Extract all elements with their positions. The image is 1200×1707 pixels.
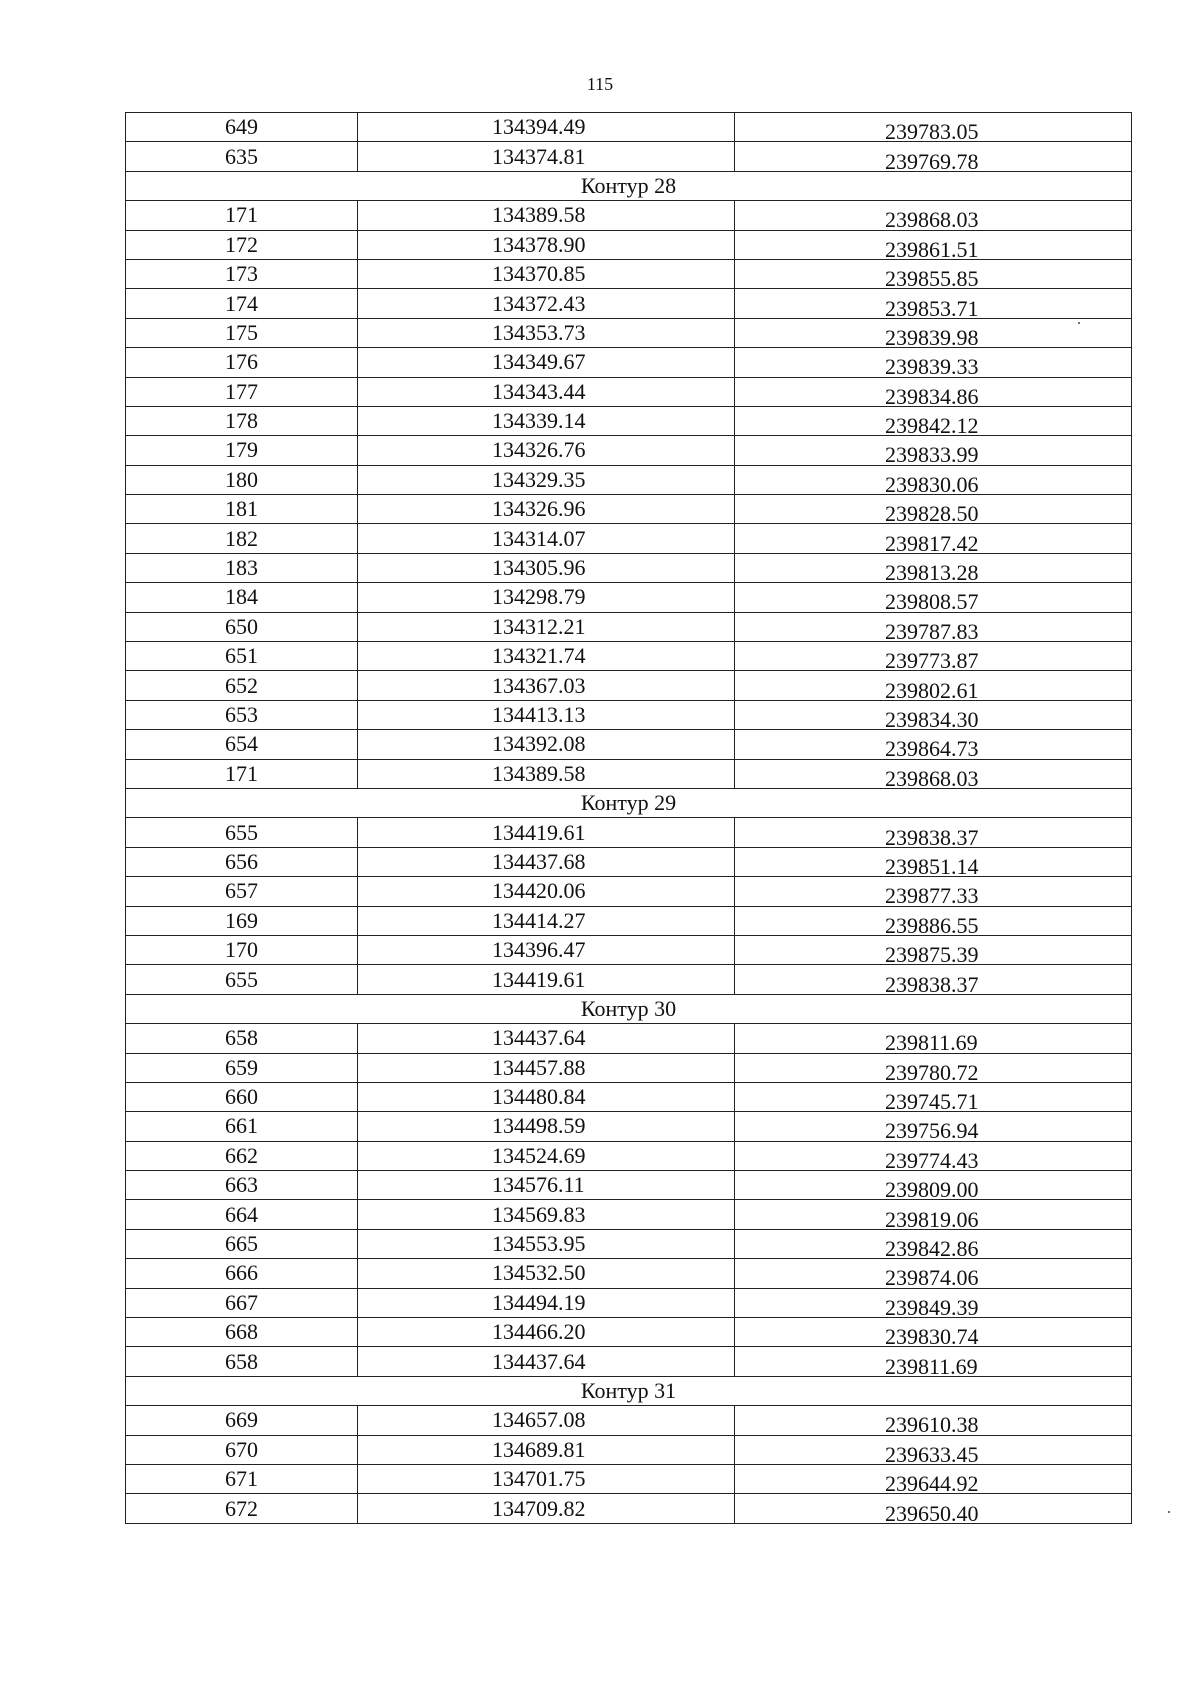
- y-coordinate-cell: [735, 406, 1132, 439]
- y-coordinate: 239838.37: [885, 971, 979, 997]
- point-number: 172: [126, 230, 358, 259]
- x-coordinate: 134657.08: [358, 1406, 735, 1435]
- y-coordinate-cell: [735, 1406, 1132, 1438]
- point-number: 174: [126, 289, 358, 318]
- y-coordinate-cell: [735, 965, 1132, 997]
- table-row: [126, 1229, 1132, 1258]
- contour-header-row: [126, 788, 1132, 817]
- y-coordinate: 239774.43: [885, 1147, 979, 1173]
- y-coordinate-cell: [735, 1171, 1132, 1203]
- point-number: 659: [126, 1053, 358, 1082]
- point-number: 669: [126, 1406, 358, 1435]
- contour-header-row: [126, 1376, 1132, 1405]
- y-coordinate-cell: [735, 612, 1132, 644]
- y-coordinate: 239650.40: [885, 1500, 979, 1526]
- table-row: [126, 406, 1132, 435]
- y-coordinate-cell: [735, 230, 1132, 262]
- y-coordinate: 239875.39: [885, 942, 979, 968]
- y-coordinate: 239610.38: [885, 1412, 979, 1438]
- y-coordinate-cell: [735, 730, 1132, 762]
- y-coordinate: 239830.74: [885, 1324, 979, 1350]
- table-row: [126, 1112, 1132, 1141]
- table-row: [126, 583, 1132, 612]
- table-row: [126, 1200, 1132, 1229]
- y-coordinate: 239773.87: [885, 648, 979, 674]
- point-number: 171: [126, 759, 358, 788]
- y-coordinate-cell: [735, 113, 1132, 145]
- point-number: 651: [126, 642, 358, 671]
- page-number: 115: [586, 74, 614, 94]
- x-coordinate: 134457.88: [358, 1053, 735, 1082]
- point-number: 184: [126, 583, 358, 612]
- x-coordinate: 134394.49: [358, 113, 735, 142]
- table-row: [126, 465, 1132, 494]
- y-coordinate-cell: [735, 1435, 1132, 1467]
- y-coordinate: 239861.51: [885, 236, 979, 262]
- point-number: 169: [126, 906, 358, 935]
- x-coordinate: 134389.58: [358, 201, 735, 230]
- point-number: 656: [126, 847, 358, 876]
- y-coordinate: 239874.06: [885, 1265, 979, 1291]
- x-coordinate: 134349.67: [358, 348, 735, 377]
- point-number: 649: [126, 113, 358, 142]
- contour-label: Контур 30: [126, 994, 1132, 1023]
- y-coordinate: 239834.86: [885, 383, 979, 409]
- point-number: 663: [126, 1171, 358, 1200]
- table-row: [126, 642, 1132, 671]
- contour-label: Контур 29: [126, 788, 1132, 817]
- x-coordinate: 134709.82: [358, 1494, 735, 1523]
- y-coordinate-cell: [735, 1318, 1132, 1350]
- table-row: [126, 877, 1132, 906]
- table-row: [126, 730, 1132, 759]
- y-coordinate: 239886.55: [885, 912, 979, 938]
- table-row: [126, 671, 1132, 700]
- point-number: 635: [126, 142, 358, 171]
- table-row: [126, 1259, 1132, 1288]
- table-row: [126, 348, 1132, 377]
- y-coordinate-cell: [735, 524, 1132, 556]
- contour-header-row: [126, 994, 1132, 1023]
- y-coordinate-cell: [735, 289, 1132, 321]
- contour-label: Контур 31: [126, 1376, 1132, 1405]
- x-coordinate: 134553.95: [358, 1229, 735, 1258]
- x-coordinate: 134576.11: [358, 1171, 735, 1200]
- x-coordinate: 134569.83: [358, 1200, 735, 1229]
- x-coordinate: 134420.06: [358, 877, 735, 906]
- x-coordinate: 134419.61: [358, 818, 735, 847]
- point-number: 650: [126, 612, 358, 641]
- y-coordinate-cell: [735, 142, 1132, 174]
- point-number: 672: [126, 1494, 358, 1523]
- y-coordinate: 239787.83: [885, 618, 979, 644]
- point-number: 170: [126, 935, 358, 964]
- y-coordinate: 239830.06: [885, 471, 979, 497]
- y-coordinate-cell: [735, 1288, 1132, 1320]
- point-number: 171: [126, 201, 358, 230]
- y-coordinate: 239839.33: [885, 354, 979, 380]
- y-coordinate-cell: [735, 1141, 1132, 1173]
- table-row: [126, 377, 1132, 406]
- y-coordinate: 239809.00: [885, 1177, 979, 1203]
- point-number: 652: [126, 671, 358, 700]
- y-coordinate-cell: [735, 201, 1132, 233]
- point-number: 175: [126, 318, 358, 347]
- coordinates-table: [125, 112, 1132, 1524]
- y-coordinate: 239745.71: [885, 1089, 979, 1115]
- point-number: 183: [126, 553, 358, 582]
- y-coordinate: 239819.06: [885, 1206, 979, 1232]
- point-number: 176: [126, 348, 358, 377]
- x-coordinate: 134414.27: [358, 906, 735, 935]
- table-row: [126, 1435, 1132, 1464]
- y-coordinate: 239839.98: [885, 324, 979, 350]
- x-coordinate: 134498.59: [358, 1112, 735, 1141]
- y-coordinate-cell: [735, 1024, 1132, 1056]
- y-coordinate-cell: [735, 877, 1132, 909]
- contour-header-row: [126, 171, 1132, 200]
- x-coordinate: 134314.07: [358, 524, 735, 553]
- y-coordinate: 239644.92: [885, 1471, 979, 1497]
- x-coordinate: 134339.14: [358, 406, 735, 435]
- y-coordinate: 239868.03: [885, 207, 979, 233]
- point-number: 667: [126, 1288, 358, 1317]
- point-number: 655: [126, 965, 358, 994]
- y-coordinate: 239842.86: [885, 1236, 979, 1262]
- point-number: 173: [126, 259, 358, 288]
- x-coordinate: 134374.81: [358, 142, 735, 171]
- point-number: 671: [126, 1464, 358, 1493]
- y-coordinate-cell: [735, 465, 1132, 497]
- point-number: 666: [126, 1259, 358, 1288]
- y-coordinate: 239780.72: [885, 1059, 979, 1085]
- scan-speck: [1078, 322, 1080, 324]
- y-coordinate-cell: [735, 436, 1132, 468]
- table-row: [126, 1024, 1132, 1053]
- point-number: 657: [126, 877, 358, 906]
- table-row: [126, 1406, 1132, 1435]
- x-coordinate: 134367.03: [358, 671, 735, 700]
- y-coordinate-cell: [735, 1464, 1132, 1497]
- table-row: [126, 1494, 1132, 1523]
- y-coordinate: 239756.94: [885, 1118, 979, 1144]
- x-coordinate: 134419.61: [358, 965, 735, 994]
- y-coordinate-cell: [735, 348, 1132, 380]
- table-row: [126, 230, 1132, 259]
- y-coordinate-cell: [735, 1200, 1132, 1232]
- y-coordinate-cell: [735, 1347, 1132, 1379]
- x-coordinate: 134326.76: [358, 436, 735, 465]
- y-coordinate: 239864.73: [885, 736, 979, 762]
- y-coordinate: 239817.42: [885, 530, 979, 556]
- table-row: [126, 495, 1132, 524]
- x-coordinate: 134353.73: [358, 318, 735, 347]
- x-coordinate: 134437.68: [358, 847, 735, 876]
- y-coordinate-cell: [735, 1229, 1132, 1262]
- y-coordinate: 239808.57: [885, 589, 979, 615]
- x-coordinate: 134437.64: [358, 1347, 735, 1376]
- point-number: 670: [126, 1435, 358, 1464]
- x-coordinate: 134343.44: [358, 377, 735, 406]
- x-coordinate: 134524.69: [358, 1141, 735, 1170]
- y-coordinate: 239855.85: [885, 266, 979, 292]
- contour-label: Контур 28: [126, 171, 1132, 200]
- x-coordinate: 134480.84: [358, 1082, 735, 1111]
- y-coordinate-cell: [735, 1494, 1132, 1526]
- y-coordinate-cell: [735, 1259, 1132, 1291]
- y-coordinate-cell: [735, 642, 1132, 674]
- point-number: 658: [126, 1024, 358, 1053]
- x-coordinate: 134413.13: [358, 700, 735, 729]
- point-number: 177: [126, 377, 358, 406]
- point-number: 668: [126, 1318, 358, 1347]
- point-number: 661: [126, 1112, 358, 1141]
- x-coordinate: 134298.79: [358, 583, 735, 612]
- table-row: [126, 759, 1132, 788]
- table-row: [126, 906, 1132, 935]
- y-coordinate: 239834.30: [885, 707, 979, 732]
- x-coordinate: 134466.20: [358, 1318, 735, 1347]
- y-coordinate: 239842.12: [885, 413, 979, 439]
- point-number: 655: [126, 818, 358, 847]
- table-row: [126, 1464, 1132, 1493]
- table-row: [126, 1347, 1132, 1376]
- y-coordinate-cell: [735, 759, 1132, 791]
- x-coordinate: 134370.85: [358, 259, 735, 288]
- table-row: [126, 818, 1132, 847]
- y-coordinate-cell: [735, 318, 1132, 350]
- coordinates-table-body: [126, 113, 1132, 1524]
- point-number: 664: [126, 1200, 358, 1229]
- table-row: [126, 1288, 1132, 1317]
- point-number: 178: [126, 406, 358, 435]
- y-coordinate-cell: [735, 259, 1132, 292]
- table-row: [126, 318, 1132, 347]
- x-coordinate: 134532.50: [358, 1259, 735, 1288]
- y-coordinate: 239783.05: [885, 119, 979, 145]
- x-coordinate: 134378.90: [358, 230, 735, 259]
- point-number: 662: [126, 1141, 358, 1170]
- table-row: [126, 965, 1132, 994]
- point-number: 665: [126, 1229, 358, 1258]
- y-coordinate-cell: [735, 1053, 1132, 1085]
- point-number: 179: [126, 436, 358, 465]
- y-coordinate-cell: [735, 1082, 1132, 1115]
- table-row: [126, 1141, 1132, 1170]
- y-coordinate: 239851.14: [885, 853, 979, 879]
- y-coordinate-cell: [735, 847, 1132, 879]
- point-number: 658: [126, 1347, 358, 1376]
- y-coordinate: 239813.28: [885, 560, 979, 586]
- x-coordinate: 134312.21: [358, 612, 735, 641]
- y-coordinate-cell: [735, 906, 1132, 938]
- table-row: [126, 201, 1132, 230]
- y-coordinate-cell: [735, 935, 1132, 968]
- y-coordinate-cell: [735, 1112, 1132, 1144]
- table-row: [126, 289, 1132, 318]
- table-row: [126, 1171, 1132, 1200]
- scan-speck: [1168, 1511, 1170, 1513]
- table-row: [126, 436, 1132, 465]
- y-coordinate: 239811.69: [885, 1353, 978, 1379]
- y-coordinate-cell: [735, 818, 1132, 850]
- x-coordinate: 134392.08: [358, 730, 735, 759]
- table-row: [126, 553, 1132, 582]
- table-row: [126, 1318, 1132, 1347]
- table-row: [126, 935, 1132, 964]
- table-row: [126, 612, 1132, 641]
- y-coordinate: 239633.45: [885, 1441, 979, 1467]
- x-coordinate: 134689.81: [358, 1435, 735, 1464]
- x-coordinate: 134321.74: [358, 642, 735, 671]
- table-row: [126, 142, 1132, 171]
- table-row: [126, 259, 1132, 288]
- table-row: [126, 700, 1132, 729]
- x-coordinate: 134389.58: [358, 759, 735, 788]
- y-coordinate: 239853.71: [885, 295, 979, 321]
- y-coordinate: 239849.39: [885, 1294, 979, 1320]
- y-coordinate: 239802.61: [885, 677, 979, 703]
- x-coordinate: 134372.43: [358, 289, 735, 318]
- table-row: [126, 113, 1132, 142]
- x-coordinate: 134701.75: [358, 1464, 735, 1493]
- table-row: [126, 1082, 1132, 1111]
- y-coordinate: 239811.69: [885, 1030, 978, 1056]
- y-coordinate-cell: [735, 700, 1132, 732]
- table-row: [126, 524, 1132, 553]
- point-number: 180: [126, 465, 358, 494]
- y-coordinate-cell: [735, 495, 1132, 527]
- y-coordinate: 239838.37: [885, 824, 979, 850]
- y-coordinate: 239828.50: [885, 501, 979, 527]
- point-number: 182: [126, 524, 358, 553]
- y-coordinate: 239868.03: [885, 765, 979, 791]
- y-coordinate: 239877.33: [885, 883, 979, 909]
- x-coordinate: 134396.47: [358, 935, 735, 964]
- x-coordinate: 134437.64: [358, 1024, 735, 1053]
- y-coordinate: 239769.78: [885, 148, 979, 174]
- point-number: 653: [126, 700, 358, 729]
- y-coordinate: 239833.99: [885, 442, 979, 468]
- table-row: [126, 1053, 1132, 1082]
- y-coordinate-cell: [735, 377, 1132, 409]
- table-row: [126, 847, 1132, 876]
- x-coordinate: 134305.96: [358, 553, 735, 582]
- y-coordinate-cell: [735, 583, 1132, 615]
- x-coordinate: 134329.35: [358, 465, 735, 494]
- x-coordinate: 134326.96: [358, 495, 735, 524]
- point-number: 660: [126, 1082, 358, 1111]
- point-number: 181: [126, 495, 358, 524]
- y-coordinate-cell: [735, 553, 1132, 586]
- y-coordinate-cell: [735, 671, 1132, 703]
- x-coordinate: 134494.19: [358, 1288, 735, 1317]
- point-number: 654: [126, 730, 358, 759]
